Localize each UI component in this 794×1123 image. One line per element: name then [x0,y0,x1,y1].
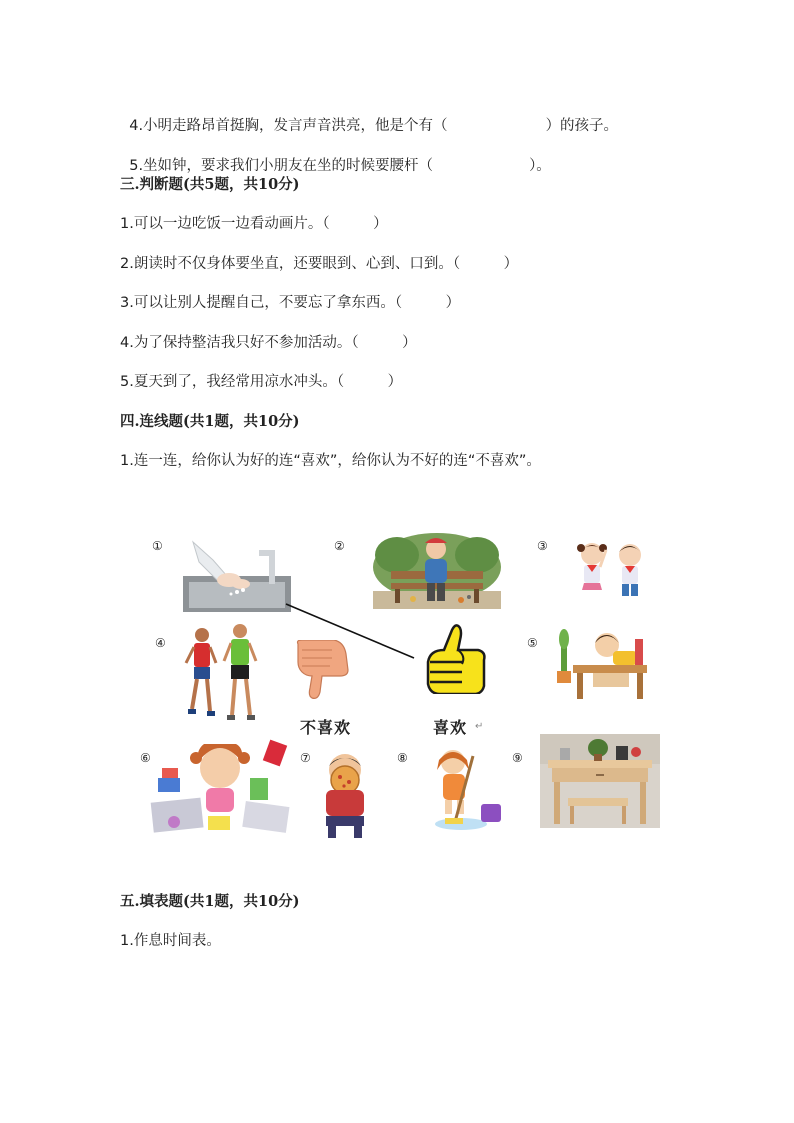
number-8: ⑧ [397,751,408,765]
child-sleeping-at-desk-image[interactable] [555,625,650,701]
judge-item-2[interactable]: 2.朗读时不仅身体要坐直，还要眼到、心到、口到。（ ） [120,256,519,272]
section-5-title: 五.填表题(共1题，共10分) [120,893,300,910]
number-9: ⑨ [512,751,523,765]
judge-item-3[interactable]: 3.可以让别人提醒自己，不要忘了拿东西。（ ） [120,295,461,311]
tidy-desk-photo-image[interactable] [540,734,660,828]
timetable-question: 1.作息时间表。 [120,933,221,949]
judge-item-5[interactable]: 5.夏天到了，我经常用凉水冲头。（ ） [120,374,403,390]
connecting-line [282,602,418,662]
matching-question: 1.连一连，给你认为好的连“喜欢”，给你认为不好的连“不喜欢”。 [120,453,541,469]
question-4-text-before: 4.小明走路昂首挺胸，发言声音洪亮，他是个有（ [129,118,448,134]
number-6: ⑥ [140,751,151,765]
question-5-fill-blank [120,136,551,176]
dislike-label[interactable]: 不喜欢 [300,718,352,737]
section-3-title: 三.判断题(共5题，共10分) [120,176,300,193]
girl-mopping-floor-image[interactable] [427,746,505,832]
number-7: ⑦ [300,751,311,765]
like-label[interactable]: 喜欢 [433,718,468,737]
man-littering-on-bench-image[interactable] [373,533,501,609]
messy-girl-image[interactable] [148,738,298,836]
washing-hands-image[interactable] [183,540,291,612]
return-mark: ↵ [475,721,484,732]
number-5: ⑤ [527,636,538,650]
number-1: ① [152,539,163,553]
boy-eating-pizza-image[interactable] [316,750,374,840]
question-4-text-after: ）的孩子。 [545,118,619,134]
section-4-title: 四.连线题(共1题，共10分) [120,413,300,430]
runners-image[interactable] [180,623,266,727]
judge-item-1[interactable]: 1.可以一边吃饭一边看动画片。（ ） [120,216,388,232]
number-2: ② [334,539,345,553]
question-5-text-after: ）。 [529,158,551,174]
number-3: ③ [537,539,548,553]
question-5-text-before: 5.坐如钟，要求我们小朋友在坐的时候要腰杆（ [129,158,434,174]
thumbs-up-icon[interactable] [422,624,488,694]
number-4: ④ [155,636,166,650]
judge-item-4[interactable]: 4.为了保持整洁我只好不参加活动。（ ） [120,335,417,351]
children-saluting-image[interactable] [568,540,654,600]
question-4-fill-blank [120,96,618,136]
